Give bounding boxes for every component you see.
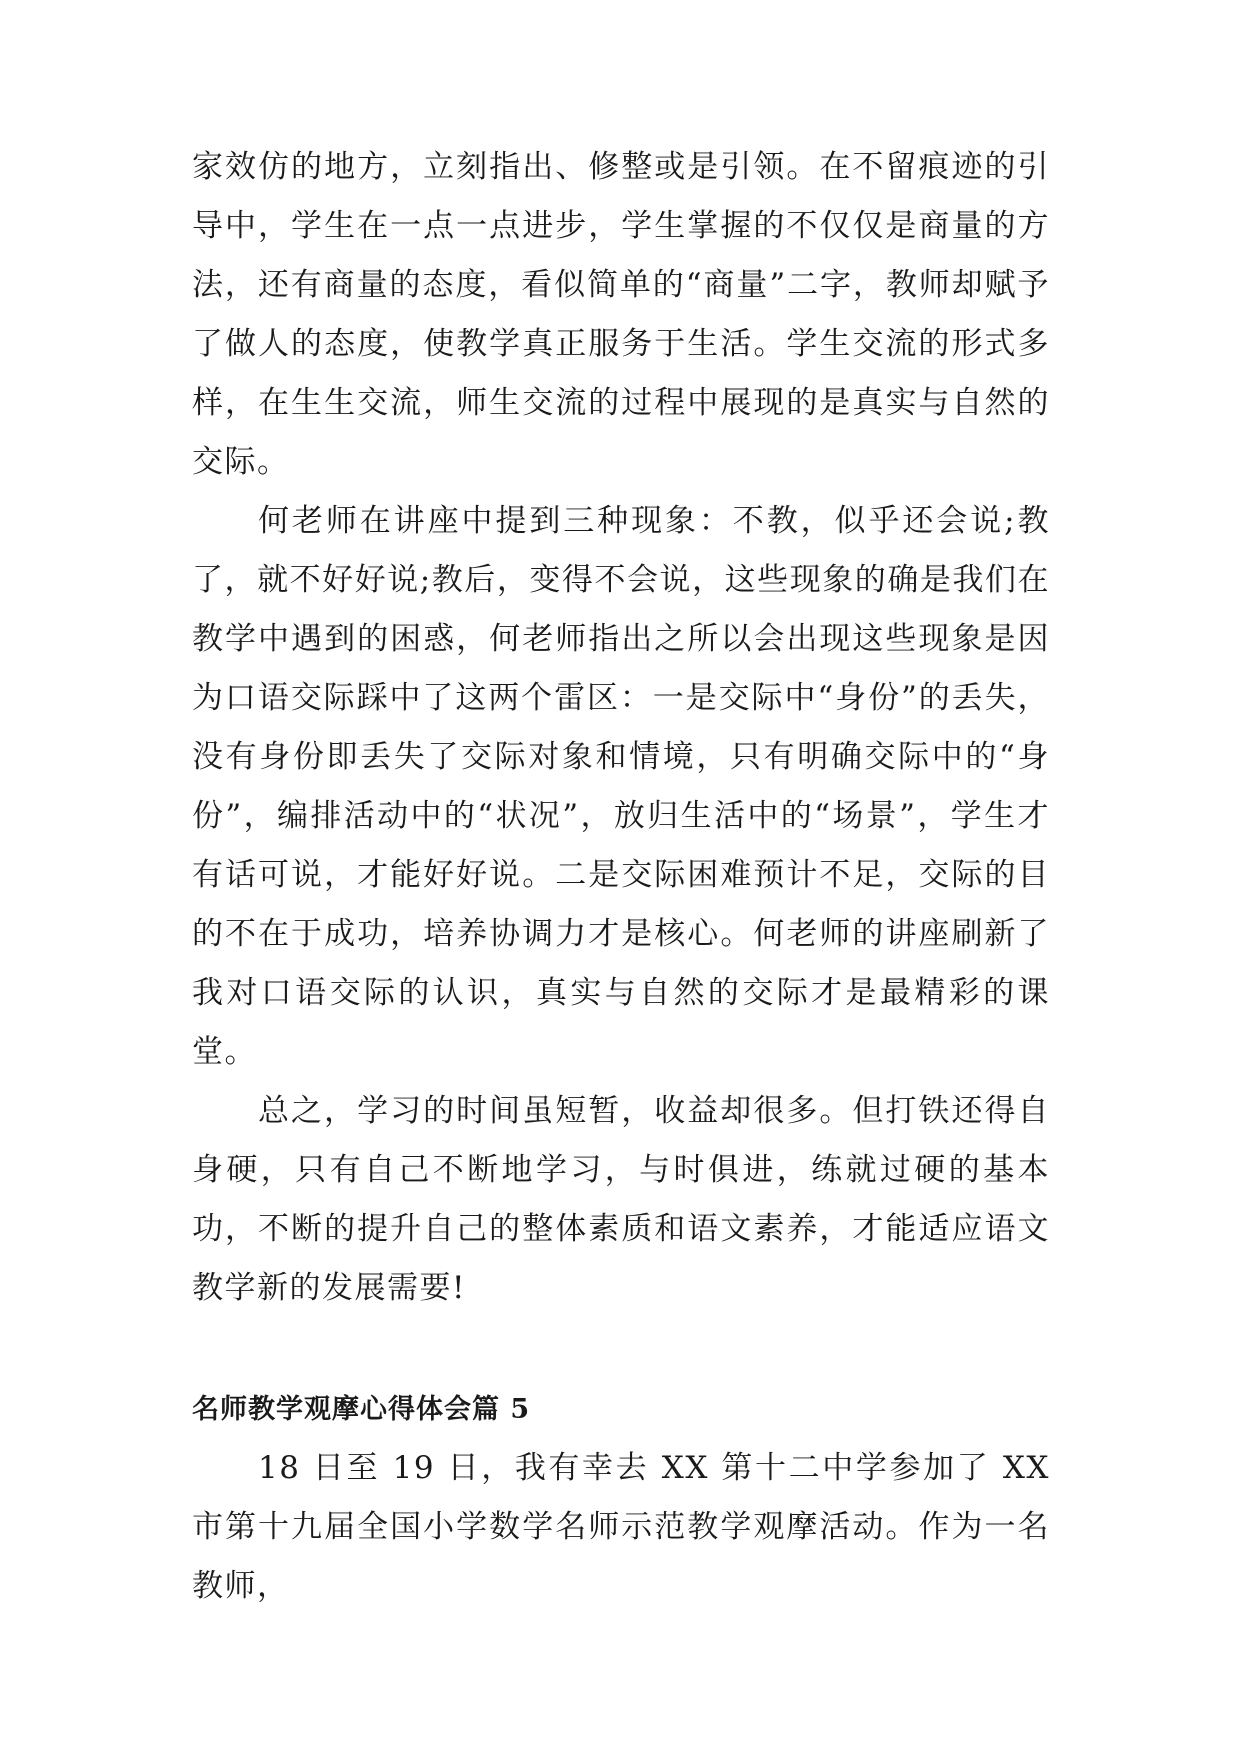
paragraph-2: 何老师在讲座中提到三种现象：不教，似乎还会说;教了，就不好好说;教后，变得不会说，这些现象的确是我们在教学中遇到的困惑，何老师指出之所以会出现这些现象是因为口语交际踩中了这两个雷区：一是交际中“身份”的丢失，没有身份即丢失了交际对象和情境，只有明确交际中的“身份”，编排活动中的“状况”，放归生活中的“场景”，学生才有话可说，才能好好说。二是交际困难预计不足，交际的目的不在于成功，培养协调力才是核心。何老师的讲座刷新了我对口语交际的认识，真实与自然的交际才是最精彩的课堂。 [192, 503, 1050, 1070]
section-heading: 名师教学观摩心得体会篇 5 [192, 1394, 531, 1425]
document-page [192, 138, 1050, 1616]
paragraph-4: 18 日至 19 日，我有幸去 XX 第十二中学参加了 XX 市第十九届全国小学数学名师示范教学观摩活动。作为一名教师， [192, 1450, 1050, 1604]
paragraph-3: 总之，学习的时间虽短暂，收益却很多。但打铁还得自身硬，只有自己不断地学习，与时俱进，练就过硬的基本功，不断的提升自己的整体素质和语文素养，才能适应语文教学新的发展需要! [192, 1093, 1050, 1306]
paragraph-1: 家效仿的地方，立刻指出、修整或是引领。在不留痕迹的引导中，学生在一点一点进步，学生掌握的不仅仅是商量的方法，还有商量的态度，看似简单的“商量”二字，教师却赋予了做人的态度，使教学真正服务于生活。学生交流的形式多样，在生生交流，师生交流的过程中展现的是真实与自然的交际。 [192, 149, 1050, 480]
